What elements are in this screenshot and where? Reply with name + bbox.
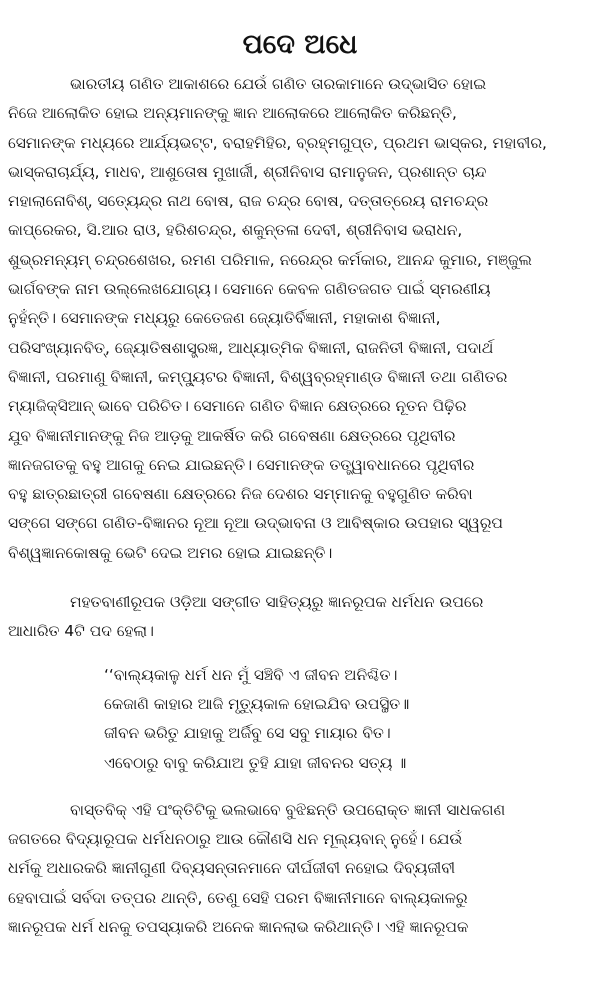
- paragraph-line: ସଙ୍ଗେ ସଙ୍ଗେ ଗଣିତ-ବିଜ୍ଞାନର ନୂଆ ନୂଆ ଉଦ୍ଭାବନା ଓ ଆବିଷ୍କାର ଉପହାର ସ୍ୱରୂପ: [8, 514, 503, 533]
- paragraph-3: [8, 796, 592, 942]
- paragraph-line: ହେବାପାଇଁ ସର୍ବଦା ତତ୍ପର ଥାନ୍ତି, ତେଣୁ ସେହି ପରମ ବିଜ୍ଞାନୀମାନେ ବାଲ୍ୟକାଳରୁ: [8, 888, 468, 907]
- paragraph-line: ମ୍ୟାଜିକ୍ସିଆନ୍ ଭାବେ ପରିଚିତ। ସେମାନେ ଗଣିତ ବିଜ୍ଞାନ କ୍ଷେତ୍ରରେ ନୂତନ ପିଢ଼ିର: [8, 397, 467, 416]
- paragraph-line: ନୁହଁନ୍ତି। ସେମାନଙ୍କ ମଧ୍ୟରୁ କେତେଜଣ ଜ୍ୟୋତିର୍ବିଜ୍ଞାନୀ, ମହାକାଶ ବିଜ୍ଞାନୀ,: [8, 309, 441, 328]
- paragraph-line: ବହୁ ଛାତ୍ରଛାତ୍ରୀ ଗବେଷଣା କ୍ଷେତ୍ରରେ ନିଜ ଦେଶର ସମ୍ମାନକୁ ବହୁଗୁଣିତ କରିବା: [8, 485, 473, 504]
- paragraph-line: ଭାରତୀୟ ଗଣିତ ଆକାଶରେ ଯେଉଁ ଗଣିତ ତାରକାମାନେ ଉଦ୍ଭାସିତ ହୋଇ: [70, 75, 487, 93]
- paragraph-line: କାପ୍ରେକର, ସି.ଆର ରାଓ, ହରିଶଚନ୍ଦ୍ର, ଶକୁନ୍ତଳା ଦେବୀ, ଶ୍ରୀନିବାସ ଭରାଧନ,: [8, 221, 463, 240]
- paragraph-1: [8, 70, 592, 568]
- paragraph-line: ଜ୍ଞାନରୂପକ ଧର୍ମ ଧନକୁ ତପସ୍ୟାକରି ଅନେକ ଜ୍ଞାନଲାଭ କରିଥାନ୍ତି। ଏହି ଜ୍ଞାନରୂପକ: [8, 918, 469, 937]
- poem-line: ଜୀବନ ଭରିତୁ ଯାହାକୁ ଅର୍ଜିବୁ ସେ ସବୁ ମାୟାର ବିତ।: [104, 724, 391, 743]
- paragraph-line: ଆଧାରିତ 4ଟି ପଦ ହେଲା।: [8, 622, 154, 641]
- paragraph-line: ଶୁଭ୍ରମନ୍ୟମ୍ ଚନ୍ଦ୍ରଶେଖର, ରମଣ ପରିମାଳ, ନରେନ୍ଦ୍ର କର୍ମକାର, ଆନନ୍ଦ କୁମାର, ମଞ୍ଜୁଲ: [8, 250, 532, 269]
- paragraph-line: ଜ୍ଞାନଜଗତକୁ ବହୁ ଆଗକୁ ନେଇ ଯାଇଛନ୍ତି। ସେମାନଙ୍କ ତତ୍ତ୍ୱାବଧାନରେ ପୃଥିବୀର: [8, 455, 475, 474]
- paragraph-line: ବାସ୍ତବିକ୍ ଏହି ପଂକ୍ତିଟିକୁ ଭଲଭାବେ ବୁଝିଛନ୍ତି ଉପରୋକ୍ତ ଜ୍ଞାନୀ ସାଧକଗଣ: [70, 800, 506, 819]
- paragraph-line: ମହାଲାନୋବିଶ୍, ସତ୍ୟେନ୍ଦ୍ର ନାଥ ବୋଷ, ରାଜ ଚନ୍ଦ୍ର ବୋଷ, ଦତ୍ତାତ୍ରେୟ ରାମଚନ୍ଦ୍ର: [8, 192, 489, 211]
- paragraph-line: ଜଗତରେ ବିଦ୍ୟାରୂପକ ଧର୍ମଧନଠାରୁ ଆଉ କୌଣସି ଧନ ମୂଲ୍ୟବାନ୍ ନୁହେଁ। ଯେଉଁ: [8, 830, 463, 849]
- paragraph-line: ନିଜେ ଆଲୋକିତ ହୋଇ ଅନ୍ୟମାନଙ୍କୁ ଜ୍ଞାନ ଆଲୋକରେ ଆଲୋକିତ କରିଛନ୍ତି,: [8, 104, 457, 123]
- paragraph-line: ଧର୍ମକୁ ଅଧାରକରି ଜ୍ଞାନୀଗୁଣୀ ଦିବ୍ୟସନ୍ତାନମାନେ ଦୀର୍ଘଜୀବୀ ନହୋଇ ଦିବ୍ୟଜୀବୀ: [8, 859, 456, 878]
- paragraph-line: ଭାସ୍କରାଚାର୍ଯ୍ୟ, ମାଧବ, ଆଶୁତୋଷ ମୁଖାର୍ଜୀ, ଶ୍ରୀନିବାସ ରାମାନୁଜନ, ପ୍ରଶାନ୍ତ ଚାନ୍ଦ: [8, 162, 487, 181]
- paragraph-line: ପରିସଂଖ୍ୟାନବିତ୍, ଜ୍ୟୋତିଷଶାସ୍ତ୍ରଜ୍ଞ, ଆଧ୍ୟାତ୍ମିକ ବିଜ୍ଞାନୀ, ରାଜନିତୀ ବିଜ୍ଞାନୀ, ପଦାର୍ଥ: [8, 338, 494, 357]
- paragraph-line: ଭାର୍ଗବଙ୍କ ନାମ ଉଲ୍ଲେଖଯୋଗ୍ୟ। ସେମାନେ କେବଳ ଗଣିତଜଗତ ପାଇଁ ସ୍ମରଣୀୟ: [8, 280, 491, 299]
- paragraph-line: ବିଶ୍ୱଜ୍ଞାନକୋଷକୁ ଭେଟି ଦେଇ ଅମର ହୋଇ ଯାଇଛନ୍ତି।: [8, 543, 333, 562]
- paragraph-line: ମହତବାଣୀରୂପକ ଓଡ଼ିଆ ସଙ୍ଗୀତ ସାହିତ୍ୟରୁ ଜ୍ଞାନରୂପକ ଧର୍ମଧନ ଉପରେ: [70, 593, 484, 612]
- paragraph-line: ଯୁବ ବିଜ୍ଞାନୀମାନଙ୍କୁ ନିଜ ଆଡ଼କୁ ଆକର୍ଷିତ କରି ଗବେଷଣା କ୍ଷେତ୍ରରେ ପୃଥିବୀର: [8, 426, 456, 445]
- paragraph-line: ବିଜ୍ଞାନୀ, ପରମାଣୁ ବିଜ୍ଞାନୀ, କମ୍ପ୍ୟୁଟର ବିଜ୍ଞାନୀ, ବିଶ୍ୱବ୍ରହ୍ମାଣ୍ଡ ବିଜ୍ଞାନୀ ତଥା ଗଣିତର: [8, 367, 508, 386]
- poem-line: ଏବେଠାରୁ ବାବୁ କରିଯାଅ ତୁହି ଯାହା ଜୀବନର ସତ୍ୟ ॥: [104, 753, 407, 772]
- page-title: ପଦେ ଅଧେ: [242, 29, 358, 60]
- paragraph-2: [8, 588, 592, 647]
- poem-line: କେଜାଣି କାହାର ଆଜି ମୃତ୍ୟୁକାଳ ହୋଇଯିବ ଉପସ୍ଥିତ॥: [104, 694, 410, 713]
- poem-block: [8, 661, 592, 778]
- poem-line: ‘‘ବାଲ୍ୟକାଳୁ ଧର୍ମ ଧନ ମୁଁ ସଞ୍ଚିବି ଏ ଜୀବନ ଅନିଶ୍ଚିତ।: [104, 665, 398, 684]
- paragraph-line: ସେମାନଙ୍କ ମଧ୍ୟରେ ଆର୍ଯ୍ୟଭଟ୍ଟ, ବରାହମିହିର, ବ୍ରହ୍ମଗୁପ୍ତ, ପ୍ରଥମ ଭାସ୍କର, ମହାବୀର,: [8, 133, 547, 152]
